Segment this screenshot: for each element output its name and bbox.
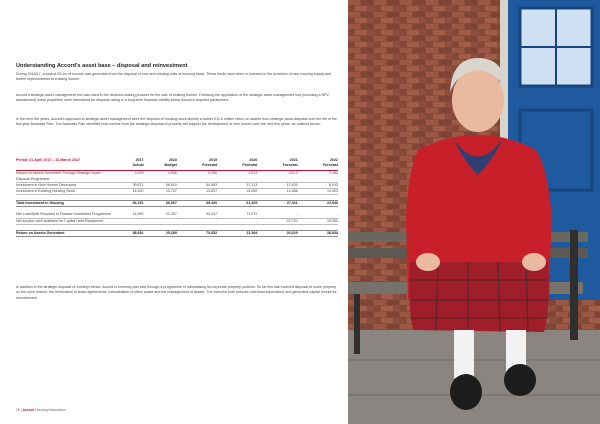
column-header	[217, 158, 257, 171]
table-cell: 4,506	[144, 171, 177, 182]
table-cell: 54,563	[177, 182, 217, 188]
photo-illustration	[348, 0, 600, 424]
column-kind: Forecast	[242, 163, 258, 168]
table-cell: 2,184	[298, 171, 338, 182]
table-cell: 26,629	[257, 230, 297, 236]
org-name: Housing Association	[35, 408, 66, 412]
paragraph-corporate-property: In addition to the strategic disposal of existing homes, Accord is currently part way through a programme of rationalising its corporate property portfolio. So far this has involved disposal of some property on the open market, the termination of lease agreements, consolidation of office space and the reassignment of assets. The exercise both reduces overhead expenditure and generates capital receipt for reinvestment.	[16, 285, 337, 300]
investment-table	[16, 158, 338, 237]
table-cell: 14,486	[257, 189, 297, 195]
row-label: Investment in New Homes Developed	[16, 182, 114, 188]
table-cell: 15,950	[298, 218, 338, 224]
table-cell: 39,671	[114, 182, 144, 188]
table-cell: -	[257, 212, 297, 218]
black-shoe	[504, 364, 536, 396]
table-cell: 14,903	[298, 189, 338, 195]
table-cell: -	[217, 218, 257, 224]
column-kind: Budget	[164, 163, 177, 168]
table-cell: 71,972	[217, 212, 257, 218]
row-label: Total Investment in Housing	[16, 201, 114, 207]
table-cell: 14,520	[114, 189, 144, 195]
period-label: Period: 01 April 2017 – 31 March 2047	[16, 158, 114, 171]
table-cell: 2,513	[217, 171, 257, 182]
column-year: 2020	[249, 158, 258, 162]
table-cell: 13,837	[177, 189, 217, 195]
column-kind: Actual	[132, 163, 144, 168]
column-year: 2017	[135, 158, 144, 162]
column-header	[177, 158, 217, 171]
page-footer	[16, 408, 66, 412]
table-body	[16, 171, 338, 237]
column-header	[298, 158, 338, 171]
column-header	[144, 158, 177, 171]
table-cell: 8,043	[298, 182, 338, 188]
table-cell: 27,911	[257, 201, 297, 207]
table-cell: 56,910	[144, 182, 177, 188]
table-cell: 14,052	[217, 189, 257, 195]
table-cell: 52,447	[177, 212, 217, 218]
table-cell: 58,691	[114, 230, 144, 236]
row-label: Investment in Existing Housing Stock	[16, 189, 114, 195]
paragraph-disposal-income: During 2016/17, a total of £5.1m of income was generated from the disposal of new and existing units of housing stock. These funds have been re-invested in the provision of new housing supply and further improvements to existing homes.	[16, 72, 332, 82]
table-cell: 22,946	[298, 201, 338, 207]
paragraph-five-year-plan: In the next five years, Accord's approach to strategic asset management sees the disposal of housing stock identify a further £11.6 million return on assets from strategic stock disposal over the life of the five year Business Plan. The Business Plan identifies how income from the strategic disposal of property will support the development of new homes over the next five years, as outlined below:	[16, 117, 337, 127]
column-year: 2019	[209, 158, 218, 162]
column-year: 2021	[289, 158, 298, 162]
row-label: Return on Assets Generated	[16, 230, 114, 236]
table-cell: 22,394	[217, 230, 257, 236]
table-cell: 22,720	[257, 218, 297, 224]
table-cell: 2,206	[177, 171, 217, 182]
table-cell: 28,834	[298, 230, 338, 236]
column-year: 2022	[330, 158, 338, 162]
column-header	[114, 158, 144, 171]
row-label: Net surplus cash available for Capital Debt Repayment	[16, 218, 114, 224]
face	[452, 68, 504, 132]
table-cell: 4,109	[114, 171, 144, 182]
column-header	[257, 158, 297, 171]
table-cell: 70,652	[177, 230, 217, 236]
table-cell: 13,757	[144, 189, 177, 195]
table-row	[16, 171, 338, 182]
table-cell: 12,425	[257, 182, 297, 188]
table-cell: 224.2	[257, 171, 297, 182]
black-shoe	[450, 374, 482, 410]
table-cell: 66,667	[144, 201, 177, 207]
tartan-skirt	[410, 262, 550, 332]
row-label: Return on Assets Generated Through Strategic Asset Disposal Programme	[16, 171, 114, 182]
column-kind: Forecast	[202, 163, 218, 168]
resident-photo	[348, 0, 600, 424]
table-cell: 14,590	[114, 212, 144, 218]
column-kind: Forecast	[323, 163, 338, 168]
footer-separator: |	[20, 408, 22, 412]
table-cell: -	[298, 212, 338, 218]
section-heading: Understanding Accord's asset base – disposal and reinvestment	[16, 63, 188, 69]
table-cell: -	[114, 218, 144, 224]
table-cell: 54,191	[114, 201, 144, 207]
brand-name: Accord	[22, 408, 35, 412]
column-kind: Forecast	[282, 163, 298, 168]
column-year: 2018	[168, 158, 177, 162]
table-cell: 37,213	[217, 182, 257, 188]
table-header-row	[16, 158, 338, 171]
table-cell: 21,397	[144, 212, 177, 218]
table-cell: 68,400	[177, 201, 217, 207]
paragraph-asset-tool: Accord's strategic asset management tool was used in the decision-making process for the sale of existing homes. Following the application of the strategic asset management tool (including a NPV assessment) these properties were earmarked for disposal owing to a long-term financial viability below Accord's required parameters.	[16, 93, 329, 103]
table-row	[16, 230, 338, 236]
table-cell: -	[144, 218, 177, 224]
table-cell: 25,289	[144, 230, 177, 236]
row-label: Net Loan/Debt Required to Finance Investment Programme	[16, 212, 114, 218]
page-number: 28	[16, 408, 20, 412]
table-cell: 61,265	[217, 201, 257, 207]
table-cell: -	[177, 218, 217, 224]
